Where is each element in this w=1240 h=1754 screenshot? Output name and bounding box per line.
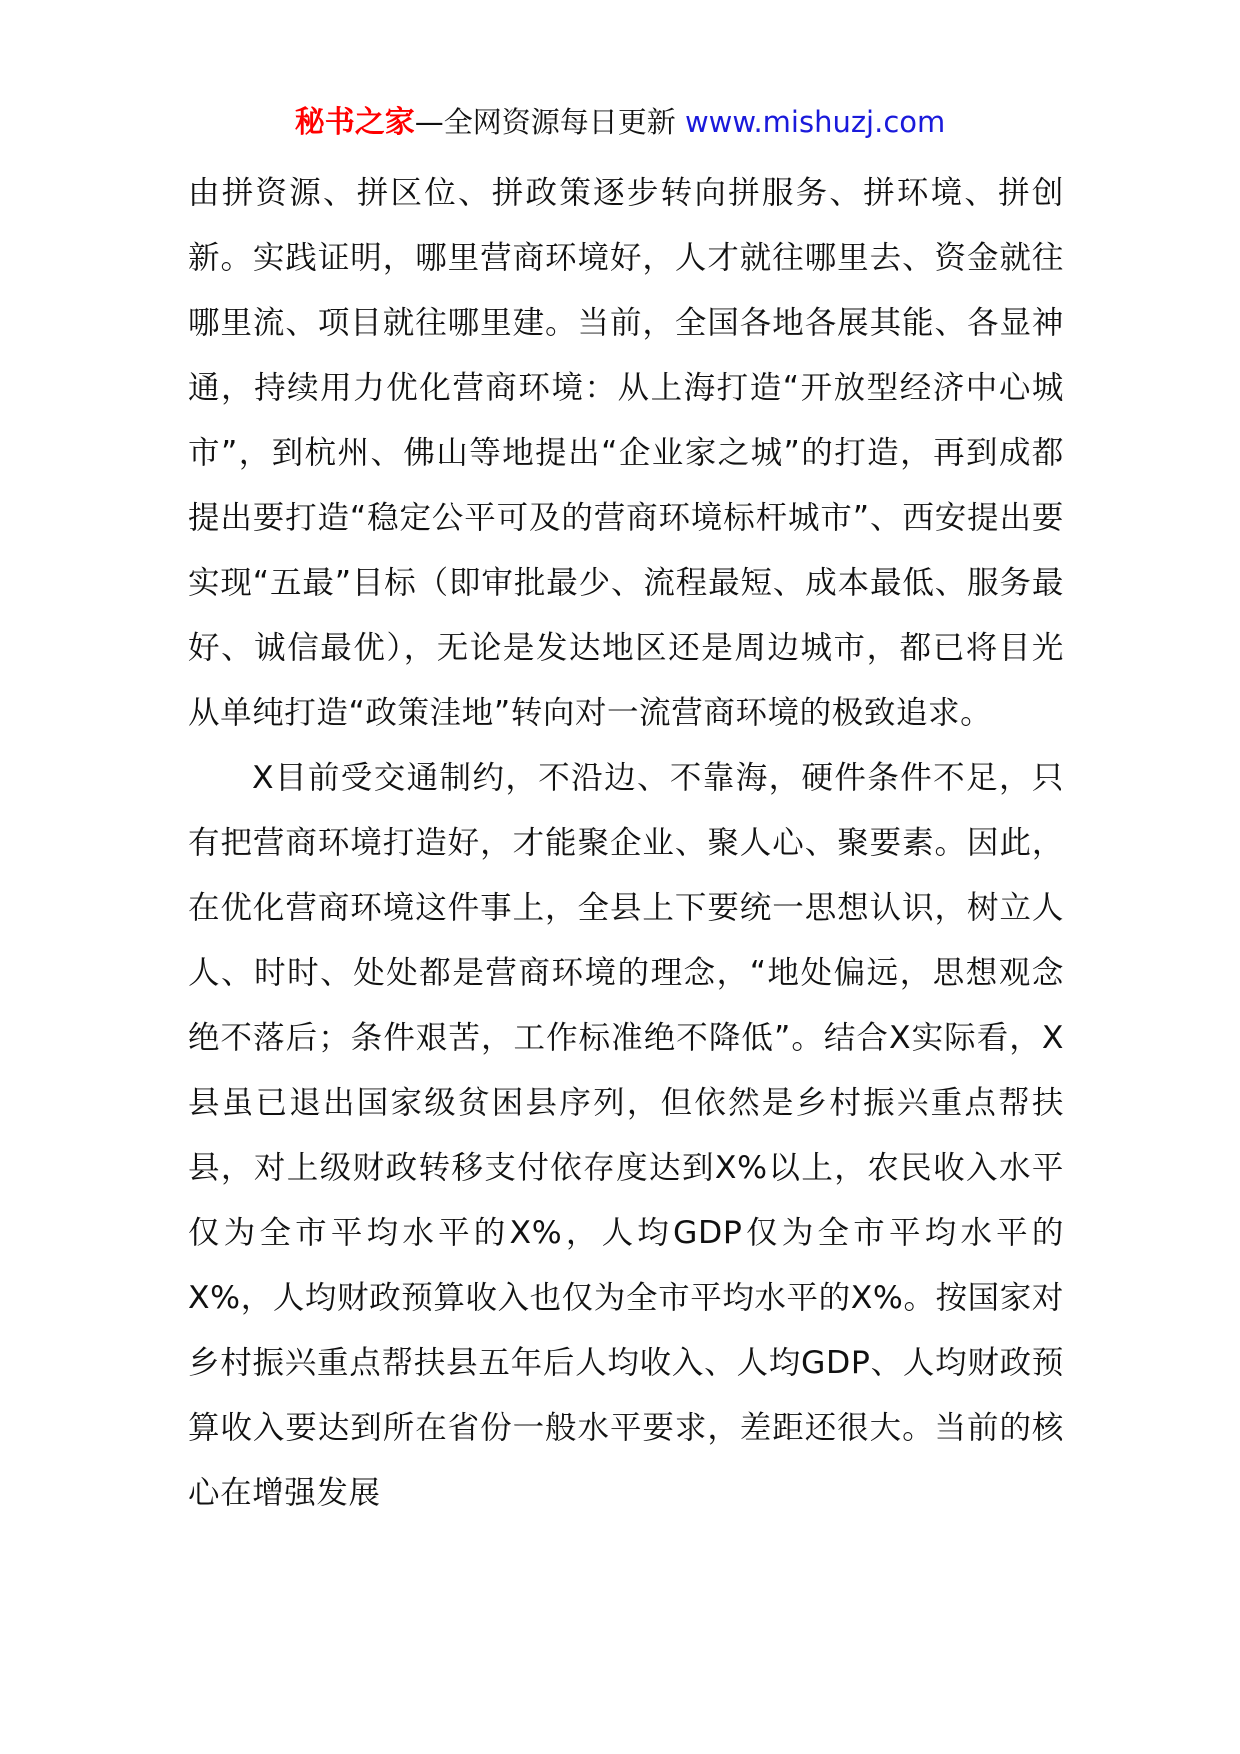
header-tagline: —全网资源每日更新	[414, 105, 676, 139]
paragraph-1: 由拼资源、拼区位、拼政策逐步转向拼服务、拼环境、拼创新。实践证明，哪里营商环境好，人才就往哪里去、资金就往哪里流、项目就往哪里建。当前，全国各地各展其能、各显神通，持续用力优化营商环境：从上海打造“开放型经济中心城市”，到杭州、佛山等地提出“企业家之城”的打造，再到成都提出要打造“稳定公平可及的营商环境标杆城市”、西安提出要实现“五最”目标（即审批最少、流程最短、成本最低、服务最好、诚信最优），无论是发达地区还是周边城市，都已将目光从单纯打造“政策洼地”转向对一流营商环境的极致追求。	[188, 175, 1064, 731]
page-header	[0, 102, 1240, 143]
paragraph-2: X目前受交通制约，不沿边、不靠海，硬件条件不足，只有把营商环境打造好，才能聚企业、聚人心、聚要素。因此，在优化营商环境这件事上，全县上下要统一思想认识，树立人人、时时、处处都是营商环境的理念，“地处偏远，思想观念绝不落后；条件艰苦，工作标准绝不降低”。结合X实际看，X县虽已退出国家级贫困县序列，但依然是乡村振兴重点帮扶县，对上级财政转移支付依存度达到X%以上，农民收入水平仅为全市平均水平的X%，人均GDP仅为全市平均水平的X%，人均财政预算收入也仅为全市平均水平的X%。按国家对乡村振兴重点帮扶县五年后人均收入、人均GDP、人均财政预算收入要达到所在省份一般水平要求，差距还很大。当前的核心在增强发展	[188, 760, 1064, 1511]
document-body	[188, 161, 1064, 1526]
brand-name: 秘书之家	[294, 105, 415, 140]
site-url-link[interactable]: www.mishuzj.com	[684, 105, 946, 139]
